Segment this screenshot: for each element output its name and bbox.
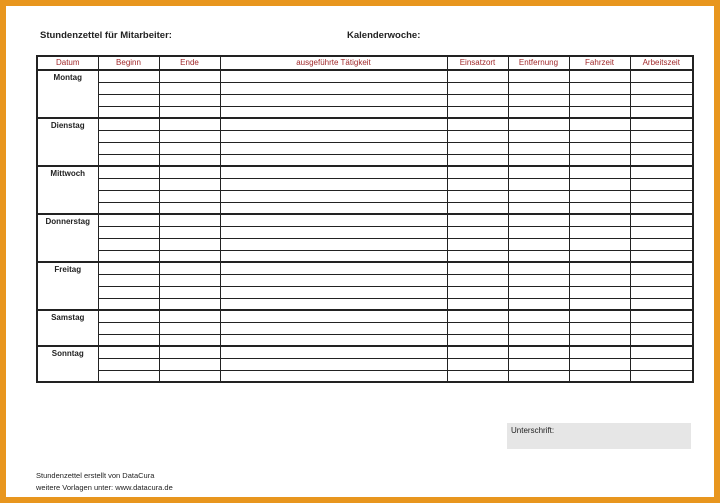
- entry-cell[interactable]: [447, 190, 508, 202]
- entry-cell[interactable]: [447, 226, 508, 238]
- entry-cell[interactable]: [98, 214, 159, 226]
- entry-cell[interactable]: [159, 202, 220, 214]
- entry-cell[interactable]: [220, 250, 447, 262]
- entry-cell[interactable]: [447, 250, 508, 262]
- entry-cell[interactable]: [569, 298, 630, 310]
- entry-cell[interactable]: [447, 286, 508, 298]
- entry-cell[interactable]: [220, 166, 447, 178]
- table-row: [37, 154, 693, 166]
- entry-cell[interactable]: [569, 250, 630, 262]
- entry-cell[interactable]: [159, 82, 220, 94]
- entry-cell[interactable]: [159, 94, 220, 106]
- entry-cell[interactable]: [220, 322, 447, 334]
- entry-cell[interactable]: [508, 154, 569, 166]
- table-row: [37, 82, 693, 94]
- calendar-week-label: Kalenderwoche:: [347, 30, 421, 41]
- entry-cell[interactable]: [569, 178, 630, 190]
- entry-cell[interactable]: [98, 226, 159, 238]
- entry-cell[interactable]: [447, 178, 508, 190]
- entry-cell[interactable]: [508, 322, 569, 334]
- entry-cell[interactable]: [447, 298, 508, 310]
- column-header: Datum: [37, 56, 98, 70]
- entry-cell[interactable]: [569, 142, 630, 154]
- entry-cell[interactable]: [569, 82, 630, 94]
- entry-cell[interactable]: [569, 130, 630, 142]
- entry-cell[interactable]: [447, 274, 508, 286]
- entry-cell[interactable]: [220, 142, 447, 154]
- entry-cell[interactable]: [98, 274, 159, 286]
- table-row: [37, 166, 693, 178]
- entry-cell[interactable]: [508, 130, 569, 142]
- entry-cell[interactable]: [447, 130, 508, 142]
- entry-cell[interactable]: [630, 106, 693, 118]
- entry-cell[interactable]: [630, 94, 693, 106]
- entry-cell[interactable]: [98, 118, 159, 130]
- entry-cell[interactable]: [508, 358, 569, 370]
- entry-cell[interactable]: [98, 262, 159, 274]
- entry-cell[interactable]: [508, 82, 569, 94]
- entry-cell[interactable]: [447, 82, 508, 94]
- entry-cell[interactable]: [447, 202, 508, 214]
- table-row: [37, 334, 693, 346]
- footer-credit: Stundenzettel erstellt von DataCura: [36, 471, 155, 480]
- entry-cell[interactable]: [569, 286, 630, 298]
- entry-cell[interactable]: [220, 226, 447, 238]
- entry-cell[interactable]: [220, 202, 447, 214]
- entry-cell[interactable]: [98, 286, 159, 298]
- entry-cell[interactable]: [569, 238, 630, 250]
- entry-cell[interactable]: [98, 250, 159, 262]
- entry-cell[interactable]: [447, 70, 508, 82]
- entry-cell[interactable]: [98, 106, 159, 118]
- entry-cell[interactable]: [159, 106, 220, 118]
- entry-cell[interactable]: [630, 130, 693, 142]
- entry-cell[interactable]: [508, 310, 569, 322]
- table-row: [37, 346, 693, 358]
- table-row: [37, 106, 693, 118]
- entry-cell[interactable]: [630, 310, 693, 322]
- entry-cell[interactable]: [569, 214, 630, 226]
- entry-cell[interactable]: [159, 130, 220, 142]
- table-row: [37, 286, 693, 298]
- entry-cell[interactable]: [447, 154, 508, 166]
- table-row: [37, 202, 693, 214]
- entry-cell[interactable]: [630, 238, 693, 250]
- entry-cell[interactable]: [447, 118, 508, 130]
- entry-cell[interactable]: [220, 274, 447, 286]
- entry-cell[interactable]: [630, 202, 693, 214]
- entry-cell[interactable]: [630, 82, 693, 94]
- table-row: [37, 358, 693, 370]
- table-row: [37, 238, 693, 250]
- entry-cell[interactable]: [630, 154, 693, 166]
- entry-cell[interactable]: [220, 334, 447, 346]
- entry-cell[interactable]: [447, 166, 508, 178]
- entry-cell[interactable]: [159, 214, 220, 226]
- entry-cell[interactable]: [159, 262, 220, 274]
- entry-cell[interactable]: [447, 334, 508, 346]
- entry-cell[interactable]: [569, 310, 630, 322]
- entry-cell[interactable]: [98, 166, 159, 178]
- entry-cell[interactable]: [159, 346, 220, 358]
- entry-cell[interactable]: [569, 226, 630, 238]
- entry-cell[interactable]: [220, 106, 447, 118]
- entry-cell[interactable]: [98, 310, 159, 322]
- entry-cell[interactable]: [220, 82, 447, 94]
- entry-cell[interactable]: [508, 142, 569, 154]
- entry-cell[interactable]: [447, 322, 508, 334]
- entry-cell[interactable]: [220, 346, 447, 358]
- entry-cell[interactable]: [508, 178, 569, 190]
- entry-cell[interactable]: [569, 334, 630, 346]
- table-row: [37, 250, 693, 262]
- column-header: Entfernung: [508, 56, 569, 70]
- entry-cell[interactable]: [630, 286, 693, 298]
- entry-cell[interactable]: [98, 334, 159, 346]
- entry-cell[interactable]: [220, 358, 447, 370]
- entry-cell[interactable]: [447, 346, 508, 358]
- table-row: [37, 262, 693, 274]
- column-header: Ende: [159, 56, 220, 70]
- column-header: Beginn: [98, 56, 159, 70]
- table-row: [37, 322, 693, 334]
- entry-cell[interactable]: [508, 334, 569, 346]
- entry-cell[interactable]: [569, 118, 630, 130]
- entry-cell[interactable]: [508, 286, 569, 298]
- entry-cell[interactable]: [159, 322, 220, 334]
- entry-cell[interactable]: [508, 166, 569, 178]
- entry-cell[interactable]: [508, 94, 569, 106]
- entry-cell[interactable]: [98, 298, 159, 310]
- entry-cell[interactable]: [508, 202, 569, 214]
- entry-cell[interactable]: [98, 142, 159, 154]
- entry-cell[interactable]: [630, 346, 693, 358]
- entry-cell[interactable]: [159, 154, 220, 166]
- entry-cell[interactable]: [630, 358, 693, 370]
- signature-label: Unterschrift:: [511, 426, 555, 435]
- entry-cell[interactable]: [159, 370, 220, 382]
- entry-cell[interactable]: [630, 166, 693, 178]
- entry-cell[interactable]: [159, 250, 220, 262]
- entry-cell[interactable]: [447, 262, 508, 274]
- entry-cell[interactable]: [220, 70, 447, 82]
- entry-cell[interactable]: [447, 94, 508, 106]
- entry-cell[interactable]: [569, 370, 630, 382]
- timesheet-body: [37, 70, 693, 382]
- day-label: Donnerstag: [37, 214, 98, 262]
- entry-cell[interactable]: [630, 334, 693, 346]
- day-label: Montag: [37, 70, 98, 118]
- entry-cell[interactable]: [569, 358, 630, 370]
- entry-cell[interactable]: [220, 310, 447, 322]
- entry-cell[interactable]: [159, 310, 220, 322]
- entry-cell[interactable]: [447, 310, 508, 322]
- entry-cell[interactable]: [508, 118, 569, 130]
- table-row: [37, 70, 693, 82]
- entry-cell[interactable]: [569, 202, 630, 214]
- entry-cell[interactable]: [98, 190, 159, 202]
- table-row: [37, 298, 693, 310]
- column-header: Fahrzeit: [569, 56, 630, 70]
- document-title: Stundenzettel für Mitarbeiter:: [40, 30, 172, 41]
- entry-cell[interactable]: [220, 130, 447, 142]
- entry-cell[interactable]: [98, 370, 159, 382]
- entry-cell[interactable]: [447, 358, 508, 370]
- entry-cell[interactable]: [508, 70, 569, 82]
- entry-cell[interactable]: [220, 154, 447, 166]
- entry-cell[interactable]: [98, 346, 159, 358]
- entry-cell[interactable]: [630, 214, 693, 226]
- table-row: [37, 142, 693, 154]
- entry-cell[interactable]: [159, 166, 220, 178]
- entry-cell[interactable]: [220, 298, 447, 310]
- entry-cell[interactable]: [98, 70, 159, 82]
- column-header: Arbeitszeit: [630, 56, 693, 70]
- entry-cell[interactable]: [220, 190, 447, 202]
- entry-cell[interactable]: [630, 370, 693, 382]
- table-row: [37, 130, 693, 142]
- entry-cell[interactable]: [569, 166, 630, 178]
- column-header: ausgeführte Tätigkeit: [220, 56, 447, 70]
- day-label: Samstag: [37, 310, 98, 346]
- entry-cell[interactable]: [220, 370, 447, 382]
- table-row: [37, 274, 693, 286]
- entry-cell[interactable]: [630, 250, 693, 262]
- entry-cell[interactable]: [98, 238, 159, 250]
- table-row: [37, 94, 693, 106]
- entry-cell[interactable]: [508, 106, 569, 118]
- entry-cell[interactable]: [508, 250, 569, 262]
- entry-cell[interactable]: [159, 358, 220, 370]
- entry-cell[interactable]: [98, 322, 159, 334]
- header-row: [37, 56, 693, 70]
- entry-cell[interactable]: [569, 274, 630, 286]
- entry-cell[interactable]: [630, 298, 693, 310]
- entry-cell[interactable]: [220, 94, 447, 106]
- entry-cell[interactable]: [569, 346, 630, 358]
- entry-cell[interactable]: [447, 142, 508, 154]
- entry-cell[interactable]: [630, 274, 693, 286]
- entry-cell[interactable]: [569, 94, 630, 106]
- entry-cell[interactable]: [159, 178, 220, 190]
- entry-cell[interactable]: [508, 274, 569, 286]
- entry-cell[interactable]: [569, 106, 630, 118]
- entry-cell[interactable]: [508, 346, 569, 358]
- entry-cell[interactable]: [508, 190, 569, 202]
- entry-cell[interactable]: [98, 94, 159, 106]
- entry-cell[interactable]: [447, 214, 508, 226]
- entry-cell[interactable]: [630, 226, 693, 238]
- entry-cell[interactable]: [159, 334, 220, 346]
- table-row: [37, 370, 693, 382]
- table-row: [37, 214, 693, 226]
- entry-cell[interactable]: [220, 238, 447, 250]
- entry-cell[interactable]: [508, 214, 569, 226]
- entry-cell[interactable]: [447, 370, 508, 382]
- entry-cell[interactable]: [569, 262, 630, 274]
- entry-cell[interactable]: [630, 70, 693, 82]
- entry-cell[interactable]: [220, 286, 447, 298]
- entry-cell[interactable]: [630, 190, 693, 202]
- entry-cell[interactable]: [508, 226, 569, 238]
- entry-cell[interactable]: [508, 370, 569, 382]
- entry-cell[interactable]: [569, 70, 630, 82]
- entry-cell[interactable]: [447, 106, 508, 118]
- entry-cell[interactable]: [159, 118, 220, 130]
- entry-cell[interactable]: [159, 238, 220, 250]
- entry-cell[interactable]: [159, 190, 220, 202]
- entry-cell[interactable]: [98, 358, 159, 370]
- entry-cell[interactable]: [159, 70, 220, 82]
- entry-cell[interactable]: [508, 238, 569, 250]
- table-row: [37, 190, 693, 202]
- timesheet-table: [36, 55, 694, 383]
- entry-cell[interactable]: [569, 190, 630, 202]
- entry-cell[interactable]: [508, 298, 569, 310]
- day-label: Dienstag: [37, 118, 98, 166]
- entry-cell[interactable]: [159, 274, 220, 286]
- entry-cell[interactable]: [159, 298, 220, 310]
- entry-cell[interactable]: [98, 130, 159, 142]
- entry-cell[interactable]: [220, 118, 447, 130]
- table-row: [37, 118, 693, 130]
- table-row: [37, 178, 693, 190]
- entry-cell[interactable]: [630, 178, 693, 190]
- entry-cell[interactable]: [630, 262, 693, 274]
- entry-cell[interactable]: [630, 118, 693, 130]
- table-row: [37, 226, 693, 238]
- entry-cell[interactable]: [98, 82, 159, 94]
- day-label: Mittwoch: [37, 166, 98, 214]
- footer-templates-link: weitere Vorlagen unter: www.datacura.de: [36, 483, 173, 492]
- entry-cell[interactable]: [98, 178, 159, 190]
- entry-cell[interactable]: [569, 154, 630, 166]
- signature-box[interactable]: [507, 423, 691, 449]
- table-row: [37, 310, 693, 322]
- entry-cell[interactable]: [159, 226, 220, 238]
- entry-cell[interactable]: [159, 286, 220, 298]
- entry-cell[interactable]: [508, 262, 569, 274]
- day-label: Sonntag: [37, 346, 98, 382]
- entry-cell[interactable]: [569, 322, 630, 334]
- entry-cell[interactable]: [630, 142, 693, 154]
- entry-cell[interactable]: [447, 238, 508, 250]
- column-header: Einsatzort: [447, 56, 508, 70]
- entry-cell[interactable]: [630, 322, 693, 334]
- entry-cell[interactable]: [98, 154, 159, 166]
- day-label: Freitag: [37, 262, 98, 310]
- entry-cell[interactable]: [220, 262, 447, 274]
- entry-cell[interactable]: [98, 202, 159, 214]
- entry-cell[interactable]: [220, 178, 447, 190]
- entry-cell[interactable]: [220, 214, 447, 226]
- entry-cell[interactable]: [159, 142, 220, 154]
